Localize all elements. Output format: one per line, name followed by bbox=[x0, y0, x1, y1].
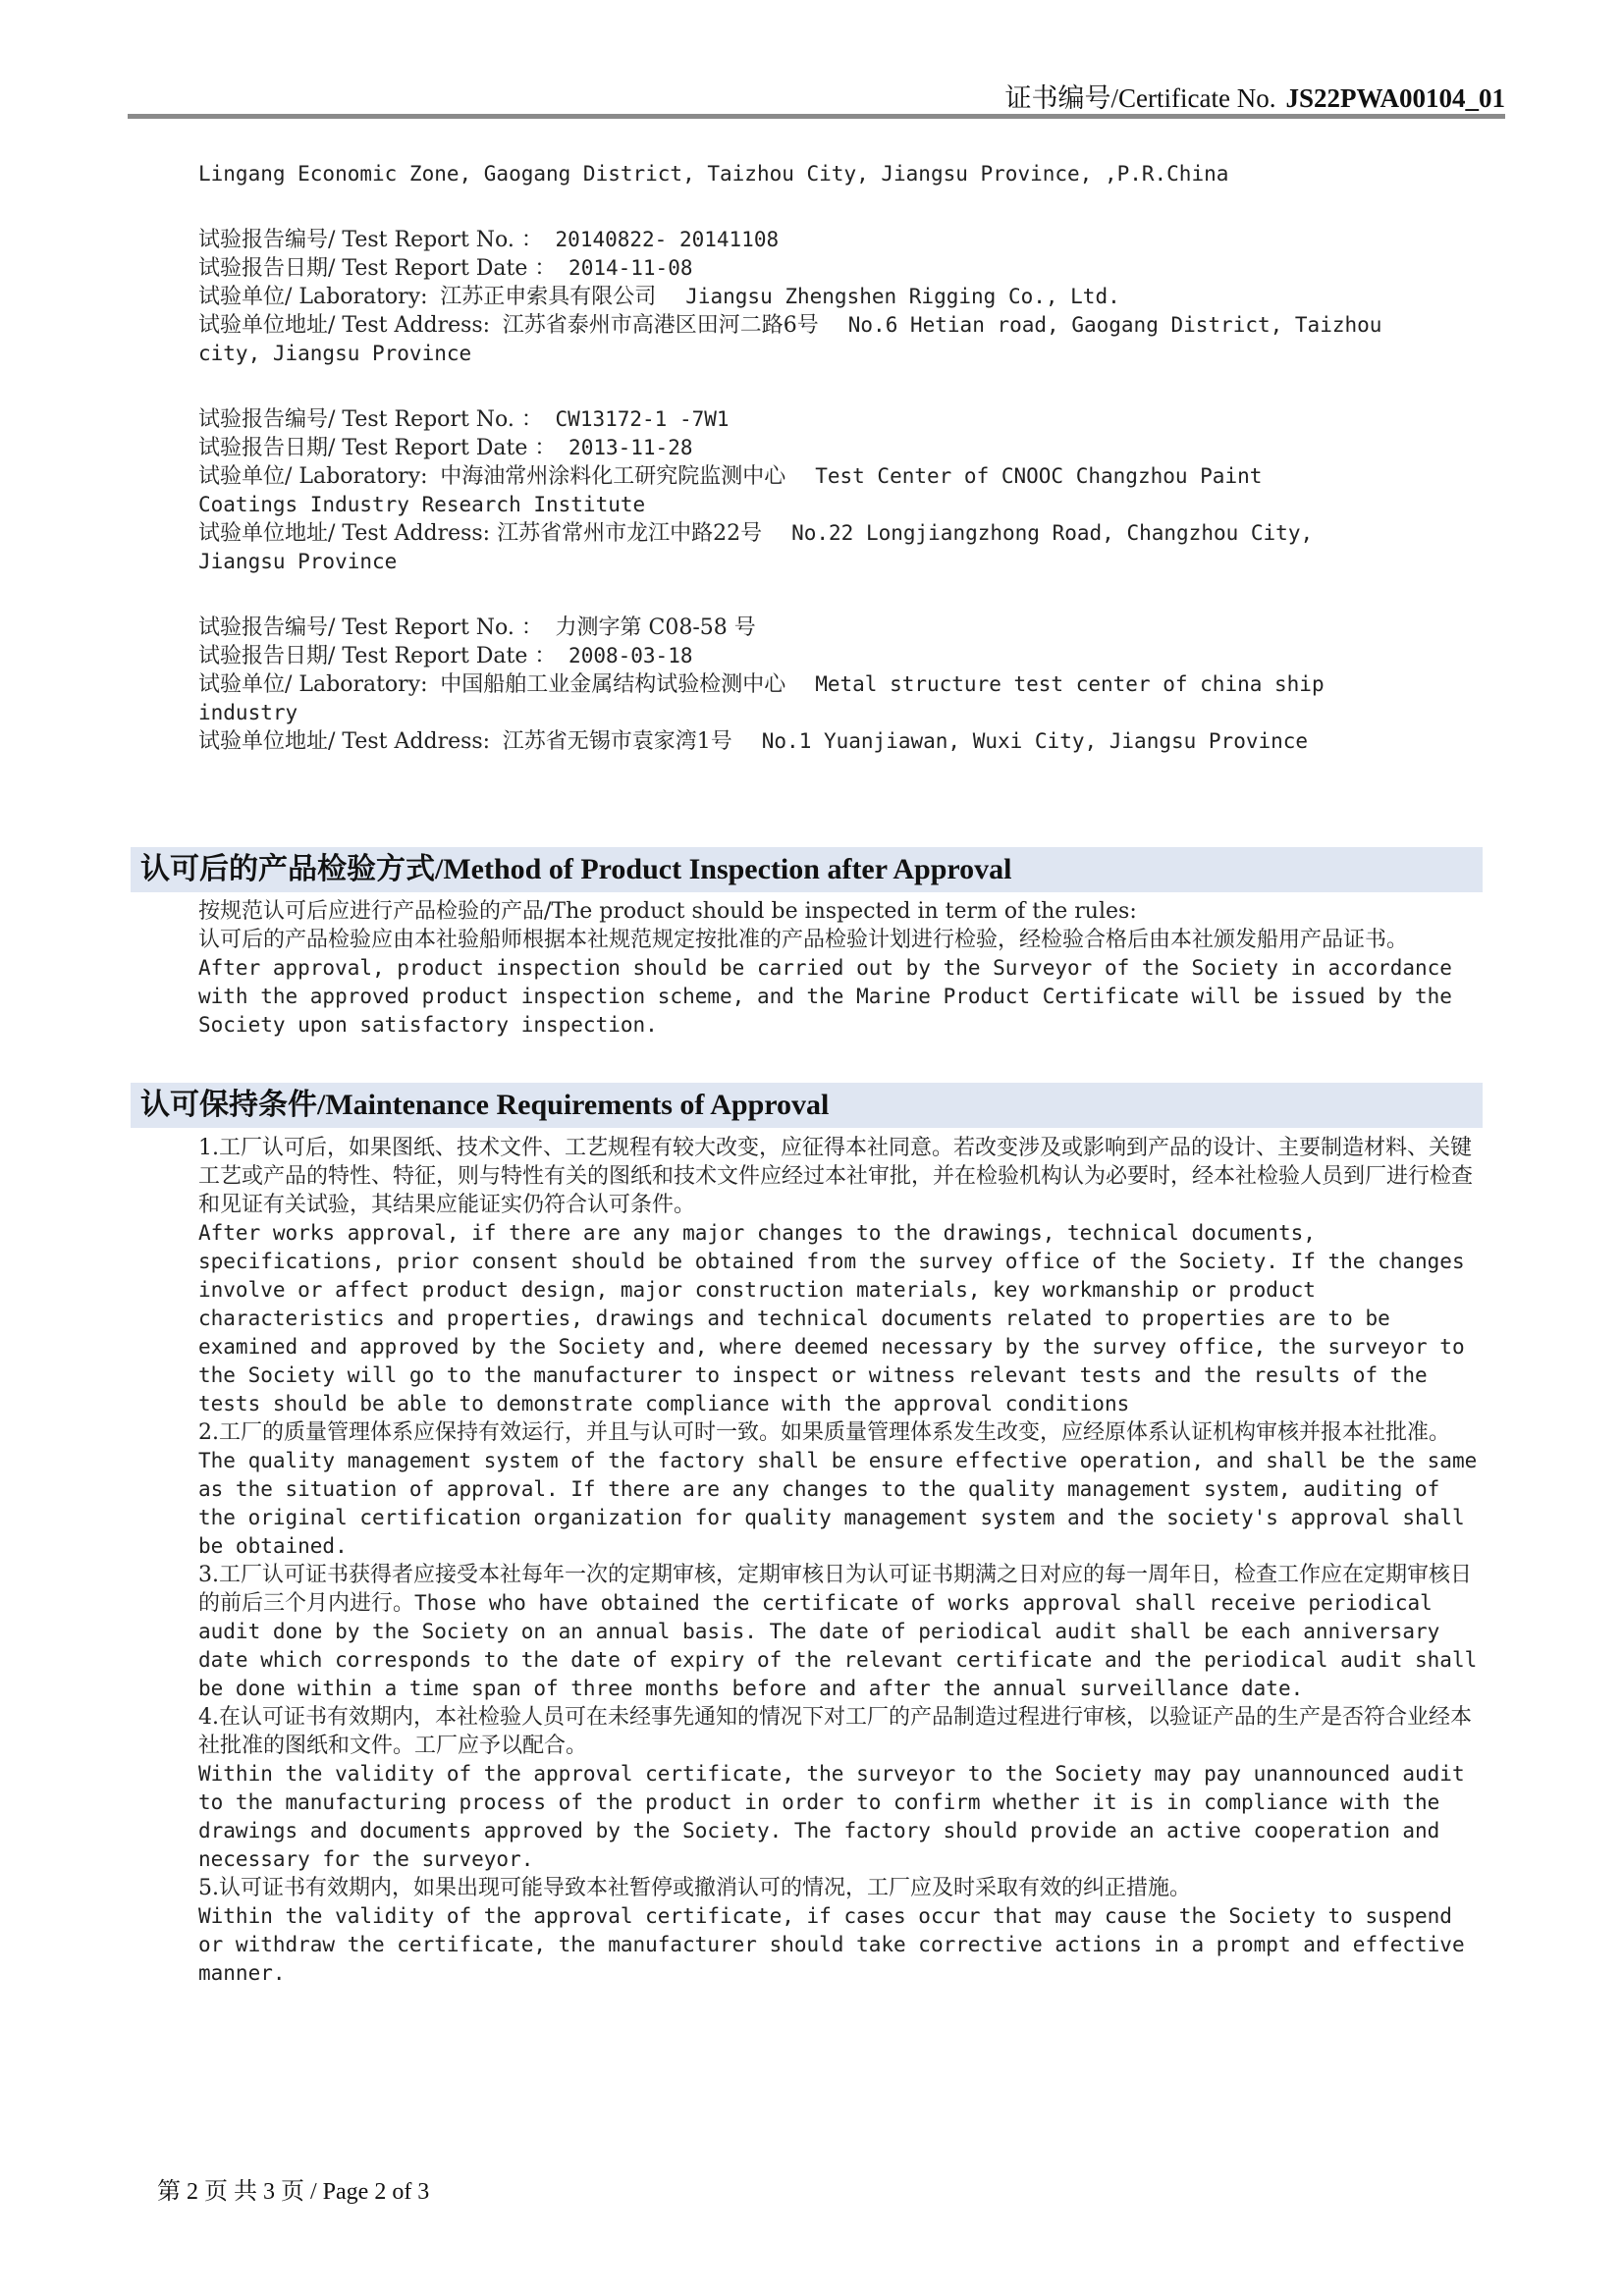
page-number-footer: 第 2 页 共 3 页 / Page 2 of 3 bbox=[157, 2179, 430, 2205]
laboratory-label: 试验单位/ Laboratory: bbox=[198, 285, 428, 309]
inspection-text-en: After approval, product inspection should be carried out by the Surveyor of the Society in accordance with the approved product inspection scheme, and the Marine Product Certificate will be issued by the Society upon satisfactory inspection. bbox=[198, 956, 1452, 1037]
maintenance-item-en: After works approval, if there are any major changes to the drawings, technical documents, specifications, prior consent should be obtained from the survey office of the Society. If the changes involve or affect product design, major construction materials, key workmanship or product characteristics and properties, drawings and technical documents related to properties are to be examined and approved by the Society and, where deemed necessary by the survey office, the surveyor to the Society will go to the manufacturer to inspect or witness relevant tests and the results of the tests should be able to demonstrate compliance with the approval conditions bbox=[198, 1221, 1465, 1415]
section-heading-maintenance: 认可保持条件/Maintenance Requirements of Approval bbox=[131, 1083, 1483, 1128]
test-report-2 bbox=[198, 405, 1481, 576]
maintenance-item-en: Those who have obtained the certificate of works approval shall receive periodical audit done by the Society on an annual basis. The date of periodical audit shall be each anniversary date which corresponds to the date of expiry of the relevant certificate and the periodical audit shall be done within a time span of three months before and after the annual surveillance date. bbox=[198, 1591, 1478, 1700]
test-address-en: No.1 Yuanjiawan, Wuxi City, Jiangsu Province bbox=[761, 729, 1309, 753]
inspection-body bbox=[198, 897, 1486, 1040]
maintenance-item-5 bbox=[198, 1874, 1486, 1988]
laboratory-label: 试验单位/ Laboratory: bbox=[198, 672, 428, 697]
maintenance-item-zh: 5.认可证书有效期内，如果出现可能导致本社暂停或撤消认可的情况，工厂应及时采取有效的纠正措施。 bbox=[198, 1876, 1191, 1900]
test-address-label: 试验单位地址/ Test Address: bbox=[198, 313, 491, 338]
laboratory-label: 试验单位/ Laboratory: bbox=[198, 464, 428, 489]
test-address-continuation: Jiangsu Province bbox=[198, 550, 398, 573]
maintenance-item-4 bbox=[198, 1703, 1486, 1874]
maintenance-item-zh: 3.工厂认可证书获得者应接受本社每年一次的定期审核，定期审核日为认可证书期满之日对应的每一周年日，检查工作应在定期审核日的前后三个月内进行。 bbox=[198, 1563, 1472, 1616]
laboratory-name-en: Test Center of CNOOC Changzhou Paint bbox=[815, 464, 1263, 488]
maintenance-item-en: Within the validity of the approval certificate, if cases occur that may cause the Society to suspend or withdraw the certificate, the manufacturer should take corrective actions in a prompt and effective manner. bbox=[198, 1904, 1465, 1985]
maintenance-item-en: Within the validity of the approval certificate, the surveyor to the Society may pay unannounced audit to the manufacturing process of the product in order to confirm whether it is in compliance with the drawings and documents approved by the Society. The factory should provide an active cooperation and necessary for the surveyor. bbox=[198, 1762, 1465, 1871]
maintenance-item-zh: 1.工厂认可后，如果图纸、技术文件、工艺规程有较大改变，应征得本社同意。若改变涉及或影响到产品的设计、主要制造材料、关键工艺或产品的特性、特征，则与特性有关的图纸和技术文件应经过本社审批，并在检验机构认为必要时，经本社检验人员到厂进行检查和见证有关试验，其结果应能证实仍符合认可条件。 bbox=[198, 1136, 1474, 1217]
report-no-value: 力测字第 C08-58 号 bbox=[555, 615, 756, 640]
manufacturer-address-line: Lingang Economic Zone, Gaogang District, Taizhou City, Jiangsu Province, ,P.R.China bbox=[198, 162, 1229, 186]
report-no-label: 试验报告编号/ Test Report No. ： bbox=[198, 615, 543, 640]
report-date-value: 2008-03-18 bbox=[568, 644, 693, 667]
laboratory-name-en: Jiangsu Zhengshen Rigging Co., Ltd. bbox=[685, 285, 1120, 308]
test-address-en: No.22 Longjiangzhong Road, Changzhou City, bbox=[791, 521, 1314, 545]
maintenance-item-3 bbox=[198, 1561, 1486, 1703]
maintenance-item-1 bbox=[198, 1134, 1486, 1418]
report-date-value: 2013-11-28 bbox=[568, 436, 693, 459]
maintenance-item-en: The quality management system of the factory shall be ensure effective operation, and shall be the same as the situation of approval. If there are any changes to the quality management system, auditing of the original certification organization for quality management system and the society's approval shall be obtained. bbox=[198, 1449, 1478, 1558]
test-address-zh: 江苏省泰州市高港区田河二路6号 bbox=[502, 313, 819, 338]
section-heading-inspection: 认可后的产品检验方式/Method of Product Inspection after Approval bbox=[131, 847, 1483, 892]
test-address-zh: 江苏省常州市龙江中路22号 bbox=[497, 521, 763, 546]
maintenance-item-2 bbox=[198, 1418, 1486, 1561]
laboratory-name-continuation: Coatings Industry Research Institute bbox=[198, 493, 646, 516]
test-reports-block bbox=[198, 160, 1481, 756]
test-address-en: No.6 Hetian road, Gaogang District, Taizhou bbox=[847, 313, 1382, 337]
report-no-label: 试验报告编号/ Test Report No. ： bbox=[198, 407, 543, 432]
test-report-1 bbox=[198, 226, 1481, 368]
maintenance-item-zh: 4.在认可证书有效期内，本社检验人员可在未经事先通知的情况下对工厂的产品制造过程进行审核，以验证产品的生产是否符合业经本社批准的图纸和文件。工厂应予以配合。 bbox=[198, 1705, 1472, 1758]
header-divider bbox=[128, 114, 1505, 119]
test-address-continuation: city, Jiangsu Province bbox=[198, 342, 472, 365]
report-no-value: CW13172-1 -7W1 bbox=[555, 407, 730, 431]
test-address-zh: 江苏省无锡市袁家湾1号 bbox=[502, 729, 732, 754]
certificate-label: 证书编号/Certificate No. bbox=[1004, 83, 1276, 113]
report-no-label: 试验报告编号/ Test Report No. ： bbox=[198, 228, 543, 252]
maintenance-item-zh: 2.工厂的质量管理体系应保持有效运行，并且与认可时一致。如果质量管理体系发生改变，应经原体系认证机构审核并报本社批准。 bbox=[198, 1420, 1450, 1445]
test-report-3 bbox=[198, 614, 1481, 756]
certificate-number: JS22PWA00104_01 bbox=[1285, 83, 1505, 113]
laboratory-name-en: Metal structure test center of china ship bbox=[815, 672, 1325, 696]
report-date-label: 试验报告日期/ Test Report Date ： bbox=[198, 644, 557, 668]
inspection-rule-line: 按规范认可后应进行产品检验的产品/The product should be inspected in term of the rules: bbox=[198, 899, 1137, 924]
laboratory-name-zh: 中国船舶工业金属结构试验检测中心 bbox=[440, 672, 786, 697]
maintenance-body bbox=[198, 1134, 1486, 1988]
laboratory-name-zh: 中海油常州涂料化工研究院监测中心 bbox=[440, 464, 786, 489]
certificate-header bbox=[1005, 77, 1505, 115]
laboratory-name-continuation: industry bbox=[198, 701, 298, 724]
test-address-label: 试验单位地址/ Test Address: bbox=[198, 729, 491, 754]
report-date-label: 试验报告日期/ Test Report Date ： bbox=[198, 256, 557, 281]
laboratory-name-zh: 江苏正申索具有限公司 bbox=[440, 285, 657, 309]
report-date-label: 试验报告日期/ Test Report Date ： bbox=[198, 436, 557, 460]
test-address-label: 试验单位地址/ Test Address: bbox=[198, 521, 498, 546]
report-date-value: 2014-11-08 bbox=[568, 256, 693, 280]
inspection-text-zh: 认可后的产品检验应由本社验船师根据本社规范规定按批准的产品检验计划进行检验，经检验合格后由本社颁发船用产品证书。 bbox=[198, 928, 1409, 952]
report-no-value: 20140822- 20141108 bbox=[555, 228, 780, 251]
